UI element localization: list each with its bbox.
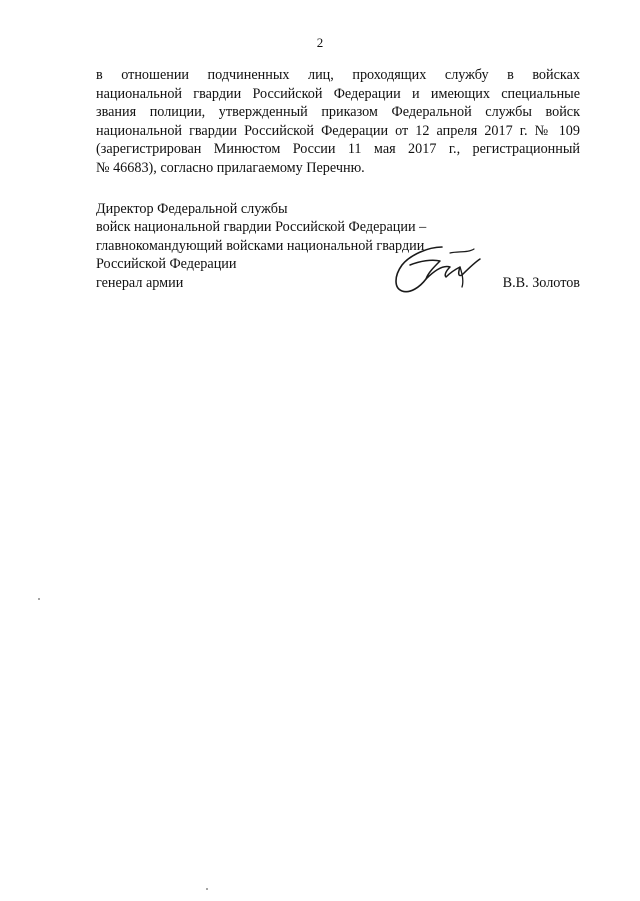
scan-speck xyxy=(206,888,208,890)
scan-speck xyxy=(38,598,40,600)
body-paragraph xyxy=(96,66,580,178)
handwritten-signature xyxy=(380,243,490,295)
body-line: в отношении подчиненных лиц, проходящих службу в войсках xyxy=(96,67,580,83)
body-line: № 46683), согласно прилагаемому Перечню. xyxy=(96,159,365,176)
body-line: национальной гвардии Российской Федерации от 12 апреля 2017 г. № 109 xyxy=(96,122,580,139)
body-line: звания полиции, утвержденный приказом Федеральной службы войск xyxy=(96,104,580,121)
signatory-name: В.В. Золотов xyxy=(502,274,580,291)
body-line: (зарегистрирован Минюстом России 11 мая 2017 г., регистрационный xyxy=(96,141,580,158)
signature-block xyxy=(96,200,580,292)
signatory-title-line: Директор Федеральной службы xyxy=(96,201,288,217)
signatory-title-line: войск национальной гвардии Российской Федерации – xyxy=(96,219,427,236)
signatory-title-line: Российской Федерации xyxy=(96,256,237,273)
signatory-rank-line: генерал армии xyxy=(96,274,184,291)
signatory-title-line: главнокомандующий войсками национальной гвардии xyxy=(96,237,425,254)
page-number: 2 xyxy=(316,35,324,50)
body-line: национальной гвардии Российской Федерации и имеющих специальные xyxy=(96,85,580,102)
